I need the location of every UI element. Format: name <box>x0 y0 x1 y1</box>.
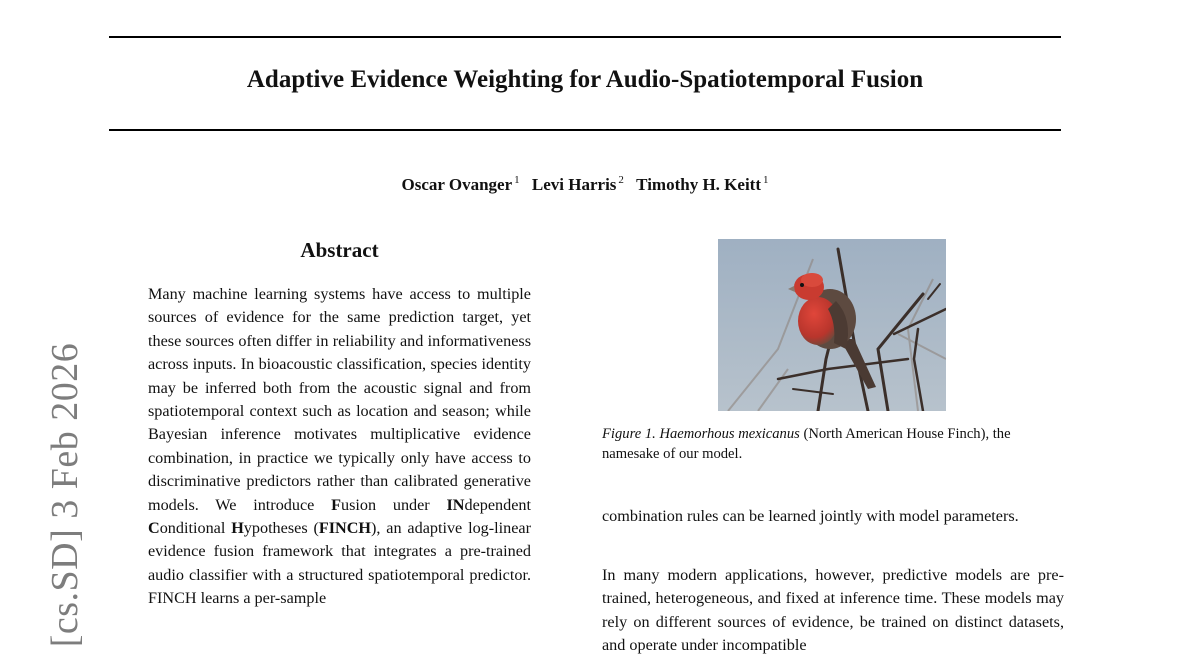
abstract-text-segment: onditional <box>159 519 232 538</box>
abstract-text-segment: usion under <box>341 495 447 514</box>
abstract-text-segment: ), an adaptive log-linear evidence fusion framework that integrates a pre-trained audio classifier with a structured spatiotemporal predictor. FINCH learns a per-sample <box>148 519 531 608</box>
body-paragraph: In many modern applications, however, predictive models are pre-trained, heterogeneous, and fixed at inference time. These models may rely on different sources of evidence, be trained on distinct datasets, and operate under incompatible <box>602 566 1064 655</box>
author-affiliation: 1 <box>763 174 769 186</box>
abstract-text-segment: ypotheses ( <box>243 519 319 538</box>
abstract-emphasis: IN <box>446 495 465 514</box>
abstract-emphasis: C <box>148 519 160 538</box>
author-affiliation: 2 <box>618 174 624 186</box>
body-paragraph: combination rules can be learned jointly with model parameters. <box>602 507 1019 525</box>
author-list <box>0 174 1170 195</box>
figure-species: Haemorhous mexicanus <box>659 426 800 442</box>
title-rule-top <box>109 36 1061 38</box>
title-rule-bottom <box>109 129 1061 131</box>
abstract-heading: Abstract <box>300 238 379 262</box>
house-finch-photo <box>718 239 946 411</box>
author <box>402 175 520 194</box>
abstract-text-segment: dependent <box>464 495 531 514</box>
author <box>636 175 768 194</box>
arxiv-stamp: [cs.SD] 3 Feb 2026 <box>44 342 86 648</box>
paper-title: Adaptive Evidence Weighting for Audio-Spatiotemporal Fusion <box>246 66 924 93</box>
author-affiliation: 1 <box>514 174 520 186</box>
abstract-text-segment: Many machine learning systems have access to multiple sources of evidence for the same prediction target, yet these sources often differ in reliability and informativeness across inputs. In bioacoustic classification, species identity may be inferred both from the acoustic signal and from spatiotemporal context such as location and season; while Bayesian inference motivates multiplicative evidence combination, in practice we typically only have access to discriminative predictors rather than calibrated generative models. We introduce <box>148 285 531 514</box>
author-name: Timothy H. Keitt <box>636 174 761 194</box>
figure-caption <box>602 424 1064 464</box>
figure-caption-text: (North American House Finch), the namesake of our model. <box>602 426 1011 462</box>
author-name: Oscar Ovanger <box>401 174 513 194</box>
author-name: Levi Harris <box>531 174 617 194</box>
abstract-body <box>148 283 531 611</box>
abstract-emphasis: F <box>331 495 341 514</box>
abstract-emphasis: FINCH <box>318 519 372 538</box>
author <box>532 175 624 194</box>
figure-label: Figure 1. <box>602 426 656 442</box>
abstract-emphasis: H <box>231 519 244 538</box>
